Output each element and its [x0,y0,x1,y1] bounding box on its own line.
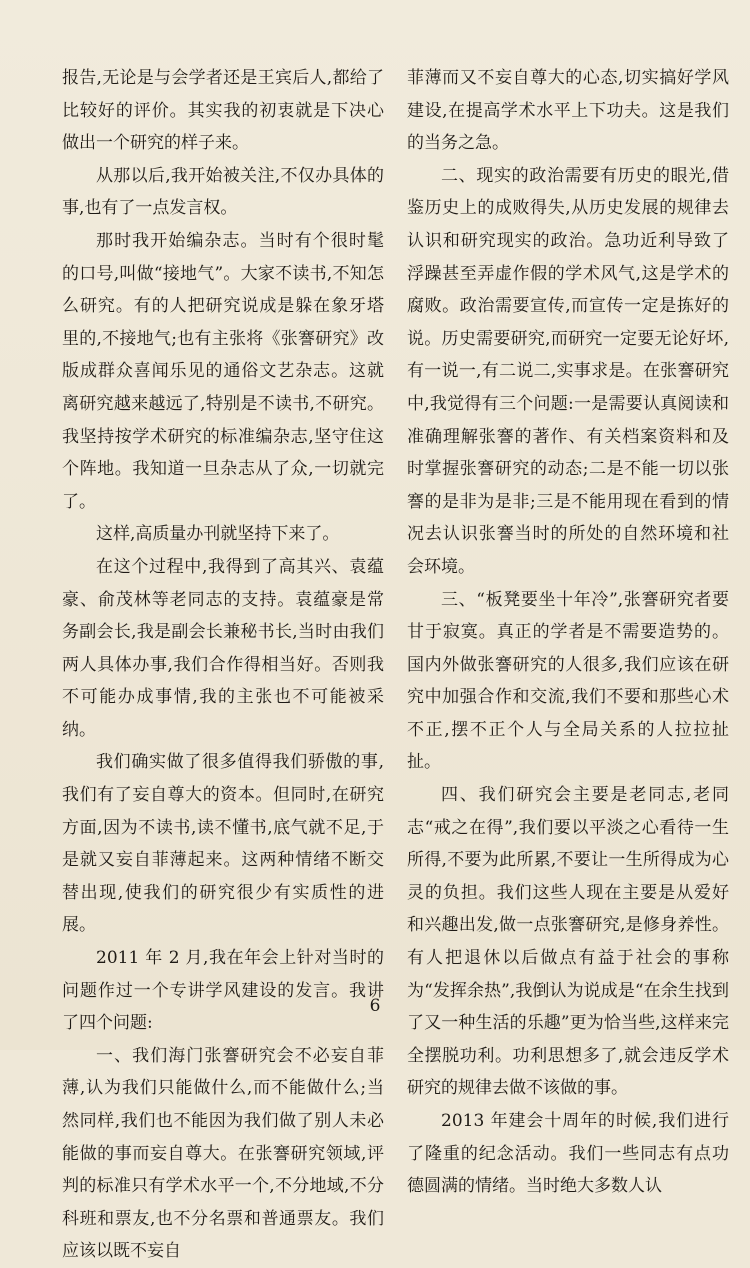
paragraph: 在这个过程中,我得到了高其兴、袁蕴豪、俞茂林等老同志的支持。袁蕴豪是常务副会长,我是副会长兼秘书长,当时由我们两人具体办事,我们合作得相当好。否则我不可能办成事情,我的主张也不可能被采纳。 [62,556,384,740]
paragraph: 三、“板凳要坐十年冷”,张謇研究者要甘于寂寞。真正的学者是不需要造势的。国内外做张謇研究的人很多,我们应该在研究中加强合作和交流,我们不要和那些心术不正,摆不正个人与全局关系的人拉拉扯扯。 [407,589,729,773]
paragraph: 从那以后,我开始被关注,不仅办具体的事,也有了一点发言权。 [62,165,384,219]
paragraph: 2011 年 2 月,我在年会上针对当时的问题作过一个专讲学风建设的发言。我讲了四个问题: [62,948,384,1034]
paragraph: 四、我们研究会主要是老同志,老同志“戒之在得”,我们要以平淡之心看待一生所得,不要为此所累,不要让一生所得成为心灵的负担。我们这些人现在主要是从爱好和兴趣出发,做一点张謇研究,是修身养性。有人把退休以后做点有益于社会的事称为“发挥余热”,我倒认为说成是“在余生找到了又一种生活的乐趣”更为恰当些,这样来完全摆脱功利。功利思想多了,就会违反学术研究的规律去做不该做的事。 [407,785,729,1099]
page-number: 6 [369,996,381,1016]
paragraph: 菲薄而又不妄自尊大的心态,切实搞好学风建设,在提高学术水平上下功夫。这是我们的当务之急。 [407,68,729,154]
paragraph: 2013 年建会十周年的时候,我们进行了隆重的纪念活动。我们一些同志有点功德圆满的情绪。当时绝大多数人认 [407,1111,729,1197]
right-column [407,62,729,1203]
paragraph: 一、我们海门张謇研究会不必妄自菲薄,认为我们只能做什么,而不能做什么;当然同样,我们也不能因为我们做了别人未必能做的事而妄自尊大。在张謇研究领域,评判的标准只有学术水平一个,不分地域,不分科班和票友,也不分名票和普通票友。我们应该以既不妄自 [62,1045,384,1262]
paragraph: 我们确实做了很多值得我们骄傲的事,我们有了妄自尊大的资本。但同时,在研究方面,因为不读书,读不懂书,底气就不足,于是就又妄自菲薄起来。这两种情绪不断交替出现,使我们的研究很少有实质性的进展。 [62,752,384,936]
paragraph: 二、现实的政治需要有历史的眼光,借鉴历史上的成败得失,从历史发展的规律去认识和研究现实的政治。急功近利导致了浮躁甚至弄虚作假的学术风气,这是学术的腐败。政治需要宣传,而宣传一定是拣好的说。历史需要研究,而研究一定要无论好坏,有一说一,有二说二,实事求是。在张謇研究中,我觉得有三个问题:一是需要认真阅读和准确理解张謇的著作、有关档案资料和及时掌握张謇研究的动态;二是不能一切以张謇的是非为是非;三是不能用现在看到的情况去认识张謇当时的所处的自然环境和社会环境。 [407,165,729,577]
paragraph: 报告,无论是与会学者还是王宾后人,都给了比较好的评价。其实我的初衷就是下决心做出一个研究的样子来。 [62,68,384,154]
paragraph: 这样,高质量办刊就坚持下来了。 [96,524,340,545]
left-column [62,62,384,1268]
paragraph: 那时我开始编杂志。当时有个很时髦的口号,叫做“接地气”。大家不读书,不知怎么研究。有的人把研究说成是躲在象牙塔里的,不接地气;也有主张将《张謇研究》改版成群众喜闻乐见的通俗文艺杂志。这就离研究越来越远了,特别是不读书,不研究。我坚持按学术研究的标准编杂志,坚守住这个阵地。我知道一旦杂志从了众,一切就完了。 [62,230,384,512]
